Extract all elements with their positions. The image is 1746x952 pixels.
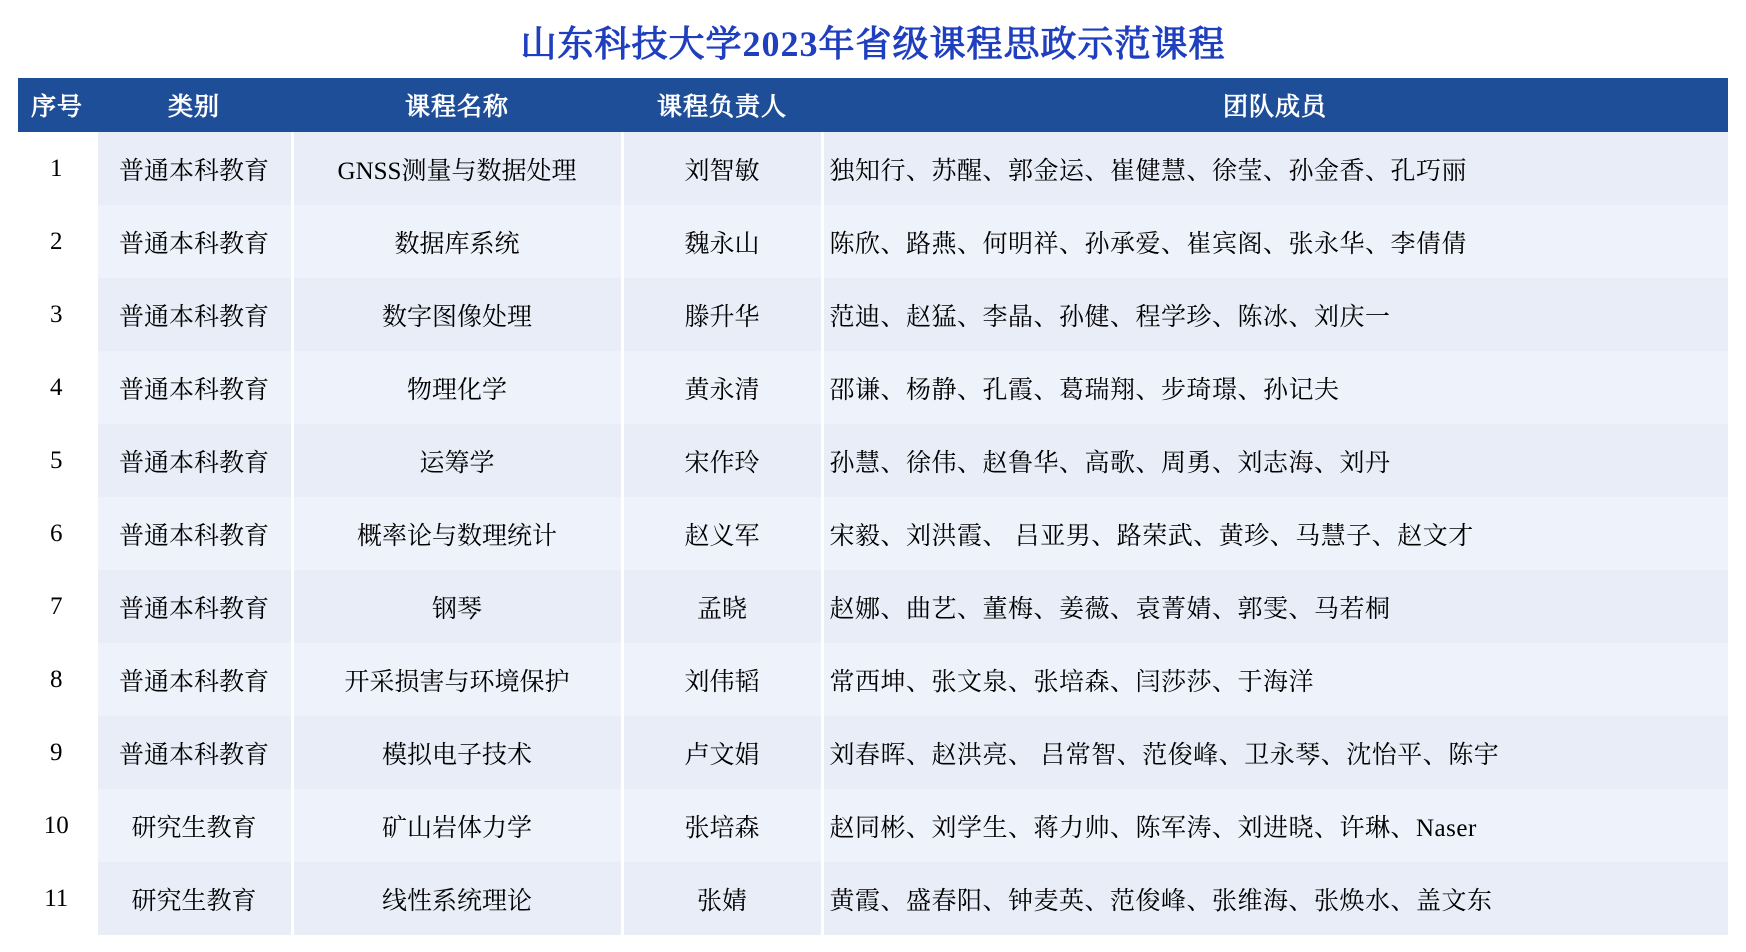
table-header	[18, 78, 1728, 132]
cell-seq: 10	[18, 789, 96, 862]
cell-seq: 6	[18, 497, 96, 570]
cell-category: 普通本科教育	[96, 132, 292, 205]
cell-team-members: 陈欣、路燕、何明祥、孙承爱、崔宾阁、张永华、李倩倩	[822, 205, 1728, 278]
cell-course-name: 线性系统理论	[292, 862, 622, 935]
cell-course-leader: 卢文娟	[622, 716, 822, 789]
cell-course-name: 矿山岩体力学	[292, 789, 622, 862]
cell-course-name: 开采损害与环境保护	[292, 643, 622, 716]
cell-course-leader: 黄永清	[622, 351, 822, 424]
table-row	[18, 716, 1728, 789]
cell-team-members: 刘春晖、赵洪亮、 吕常智、范俊峰、卫永琴、沈怡平、陈宇	[822, 716, 1728, 789]
cell-seq: 1	[18, 132, 96, 205]
table-row	[18, 132, 1728, 205]
course-table	[18, 78, 1728, 935]
table-row	[18, 570, 1728, 643]
cell-category: 普通本科教育	[96, 278, 292, 351]
cell-category: 普通本科教育	[96, 351, 292, 424]
cell-team-members: 赵同彬、刘学生、蒋力帅、陈军涛、刘进晓、许琳、Naser	[822, 789, 1728, 862]
cell-course-leader: 刘智敏	[622, 132, 822, 205]
cell-course-name: 运筹学	[292, 424, 622, 497]
cell-course-leader: 张婧	[622, 862, 822, 935]
cell-course-name: 模拟电子技术	[292, 716, 622, 789]
table-row	[18, 862, 1728, 935]
cell-team-members: 孙慧、徐伟、赵鲁华、高歌、周勇、刘志海、刘丹	[822, 424, 1728, 497]
table-row	[18, 789, 1728, 862]
cell-category: 普通本科教育	[96, 497, 292, 570]
cell-category: 普通本科教育	[96, 205, 292, 278]
cell-course-name: 数字图像处理	[292, 278, 622, 351]
table-row	[18, 278, 1728, 351]
table-row	[18, 643, 1728, 716]
cell-course-name: 数据库系统	[292, 205, 622, 278]
cell-seq: 2	[18, 205, 96, 278]
cell-course-name: GNSS测量与数据处理	[292, 132, 622, 205]
cell-course-leader: 魏永山	[622, 205, 822, 278]
cell-team-members: 独知行、苏醒、郭金运、崔健慧、徐莹、孙金香、孔巧丽	[822, 132, 1728, 205]
table-header-row	[18, 78, 1728, 132]
column-header-seq: 序号	[18, 78, 96, 132]
cell-course-leader: 赵义军	[622, 497, 822, 570]
cell-seq: 9	[18, 716, 96, 789]
cell-category: 普通本科教育	[96, 424, 292, 497]
table-row	[18, 351, 1728, 424]
cell-course-name: 钢琴	[292, 570, 622, 643]
cell-course-name: 物理化学	[292, 351, 622, 424]
cell-course-leader: 孟晓	[622, 570, 822, 643]
cell-team-members: 赵娜、曲艺、董梅、姜薇、袁菁婧、郭雯、马若桐	[822, 570, 1728, 643]
cell-team-members: 邵谦、杨静、孔霞、葛瑞翔、步琦璟、孙记夫	[822, 351, 1728, 424]
column-header-course-name: 课程名称	[292, 78, 622, 132]
cell-course-leader: 刘伟韬	[622, 643, 822, 716]
cell-course-leader: 张培森	[622, 789, 822, 862]
cell-category: 普通本科教育	[96, 716, 292, 789]
cell-category: 普通本科教育	[96, 643, 292, 716]
table-body	[18, 132, 1728, 935]
cell-team-members: 范迪、赵猛、李晶、孙健、程学珍、陈冰、刘庆一	[822, 278, 1728, 351]
cell-seq: 5	[18, 424, 96, 497]
cell-seq: 4	[18, 351, 96, 424]
cell-category: 研究生教育	[96, 862, 292, 935]
table-row	[18, 497, 1728, 570]
cell-seq: 7	[18, 570, 96, 643]
cell-course-name: 概率论与数理统计	[292, 497, 622, 570]
table-row	[18, 205, 1728, 278]
cell-team-members: 常西坤、张文泉、张培森、闫莎莎、于海洋	[822, 643, 1728, 716]
table-row	[18, 424, 1728, 497]
cell-course-leader: 滕升华	[622, 278, 822, 351]
cell-team-members: 黄霞、盛春阳、钟麦英、范俊峰、张维海、张焕水、盖文东	[822, 862, 1728, 935]
page-title: 山东科技大学2023年省级课程思政示范课程	[520, 23, 1226, 64]
column-header-category: 类别	[96, 78, 292, 132]
cell-seq: 8	[18, 643, 96, 716]
cell-seq: 11	[18, 862, 96, 935]
document-title-bar	[18, 10, 1728, 72]
column-header-team-members: 团队成员	[822, 78, 1728, 132]
cell-category: 普通本科教育	[96, 570, 292, 643]
cell-seq: 3	[18, 278, 96, 351]
cell-team-members: 宋毅、刘洪霞、 吕亚男、路荣武、黄珍、马慧子、赵文才	[822, 497, 1728, 570]
cell-category: 研究生教育	[96, 789, 292, 862]
cell-course-leader: 宋作玲	[622, 424, 822, 497]
column-header-course-leader: 课程负责人	[622, 78, 822, 132]
